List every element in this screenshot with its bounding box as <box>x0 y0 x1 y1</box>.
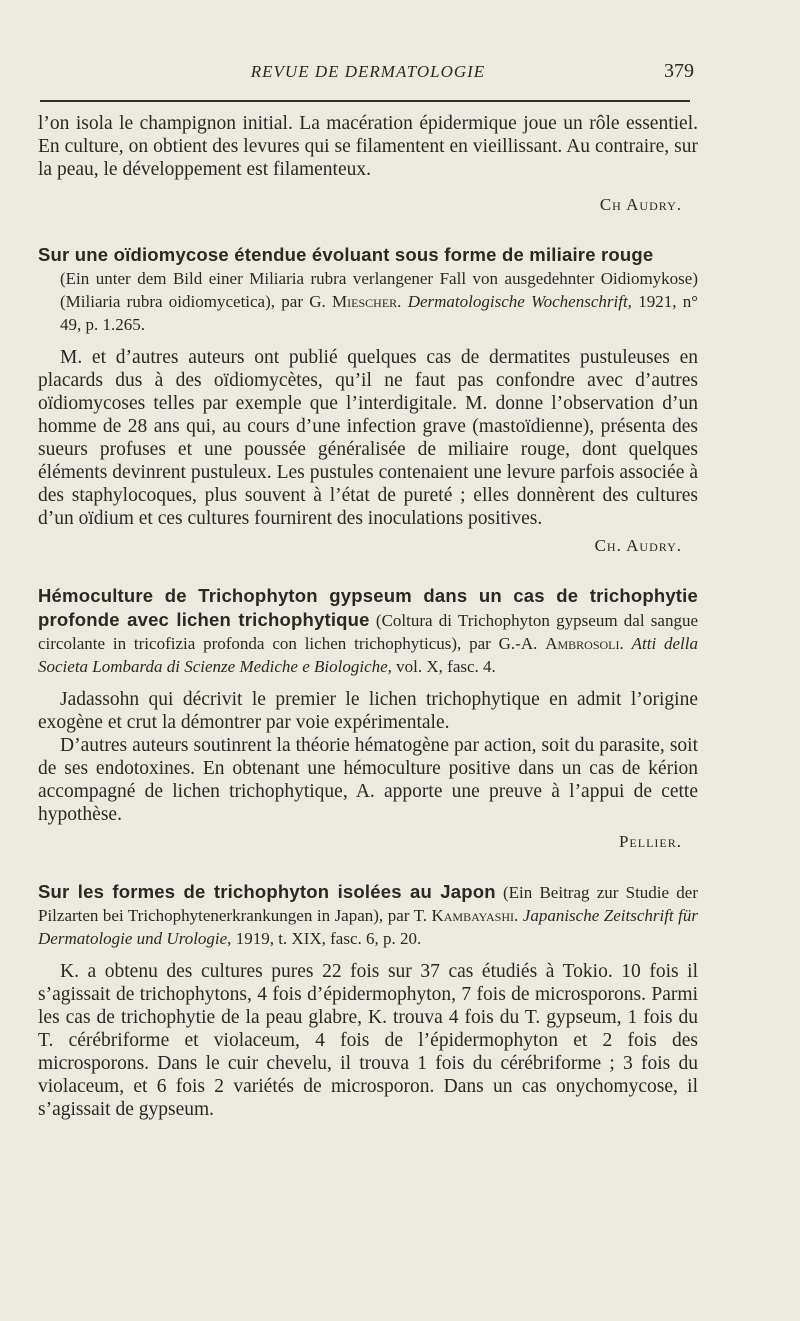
article-1-ref-tail: 1921, n° 49, p. 1.265. <box>60 292 699 334</box>
article-1-body: M. et d’autres auteurs ont publié quelques cas de dermatites pustuleuses en placards dus à des oïdiomycètes, qu’il ne faut pas confondre avec d’autres oïdiomycoses telles par exemple que l’interdigitale. M. donne l’observation d’un homme de 28 ans qui, au cours d’une infection grave (mastoïdienne), présenta des sueurs profuses et une poussée généralisée de miliaire rouge, dont quelques éléments devinrent pustuleux. Les pustules contenaient une levure parfois associée à des staphylocoques, plus souvent à l’état de pureté ; elles donnèrent des cultures d’un oïdium et ces cultures fournirent des inoculations positives. <box>38 347 698 529</box>
article-2-ref: (Coltura di Trichophyton gypseum dal sangue circolante in tricofizia profonda con lichen trichophyticus), par G.-A. <box>38 611 699 653</box>
article-1-journal: Dermatologische Wochenschrift, <box>407 292 632 311</box>
article-3-journal: Japanische Zeitschrift für Dermatologie und Urologie, <box>38 906 698 948</box>
article-3 <box>38 880 698 1121</box>
article-2-heading <box>38 584 698 678</box>
article-3-ref: (Ein Beitrag zur Studie der Pilzarten bei Trichophytenerkrankungen in Japan), par T. <box>38 883 698 925</box>
article-2 <box>38 584 698 852</box>
article-2-signature: Pellier. <box>618 832 682 851</box>
article-1-signature: Ch. Audry. <box>594 536 682 555</box>
header-rule <box>40 100 690 102</box>
article-3-body: K. a obtenu des cultures pures 22 fois sur 37 cas étudiés à Tokio. 10 fois il s’agissait de trichophytons, 4 fois d’épidermophyton, 7 fois de microsporons. Parmi les cas de trichophytie de la peau glabre, K. trouva 4 fois du T. gypseum, 1 fois du T. cérébriforme et violaceum, 4 fois de l’épidermophyton et 2 fois des microsporons. Dans le cuir chevelu, il trouva 1 fois du cérébriforme ; 3 fois du violaceum, et 6 fois 2 variétés de microsporon. Dans un cas onychomycose, il s’agissait de gypseum. <box>38 961 698 1120</box>
running-head <box>38 58 698 92</box>
article-2-author: Ambrosoli. <box>545 634 624 653</box>
article-3-heading <box>38 880 698 950</box>
article-2-ref-tail: vol. X, fasc. 4. <box>391 657 496 676</box>
intro-paragraph: l’on isola le champignon initial. La macération épidermique joue un rôle essentiel. En culture, on obtient des levures qui se filamentent en vieillissant. Au contraire, sur la peau, le développement est filamenteux. <box>38 113 698 180</box>
article-1 <box>38 243 698 556</box>
article-2-title: Hémoculture de Trichophyton gypseum dans un cas de trichophytie profonde avec lichen trichophytique <box>38 585 698 630</box>
article-2-body-1: Jadassohn qui décrivit le premier le lichen trichophytique en admit l’origine exogène et crut la démontrer par voie expérimentale. <box>38 689 698 733</box>
page-body <box>38 112 698 1121</box>
article-1-heading <box>38 243 698 336</box>
page-number: 379 <box>664 60 694 82</box>
article-3-ref-tail: 1919, t. XIX, fasc. 6, p. 20. <box>231 929 422 948</box>
intro-signature: Ch Audry. <box>599 195 682 214</box>
article-1-ref: (Ein unter dem Bild einer Miliaria rubra verlangener Fall von ausgedehnter Oidiomykose) (Miliaria rubra oidiomycetica), par G. <box>60 269 698 311</box>
article-1-title: Sur une oïdiomycose étendue évoluant sous forme de miliaire rouge <box>38 244 654 265</box>
article-3-author: Kambayashi. <box>431 906 519 925</box>
article-3-title: Sur les formes de trichophyton isolées au Japon <box>38 881 496 902</box>
journal-title: REVUE DE DERMATOLOGIE <box>250 62 486 81</box>
article-1-author: Miescher. <box>332 292 402 311</box>
article-2-journal: Atti della Societa Lombarda di Scienze Mediche e Biologiche, <box>38 634 698 676</box>
article-2-body-2: D’autres auteurs soutinrent la théorie hématogène par action, soit du parasite, soit de ses endotoxines. En obtenant une hémoculture positive dans un cas de kérion accompagné de lichen trichophytique, A. apporte une preuve à l’appui de cette hypothèse. <box>38 735 698 825</box>
